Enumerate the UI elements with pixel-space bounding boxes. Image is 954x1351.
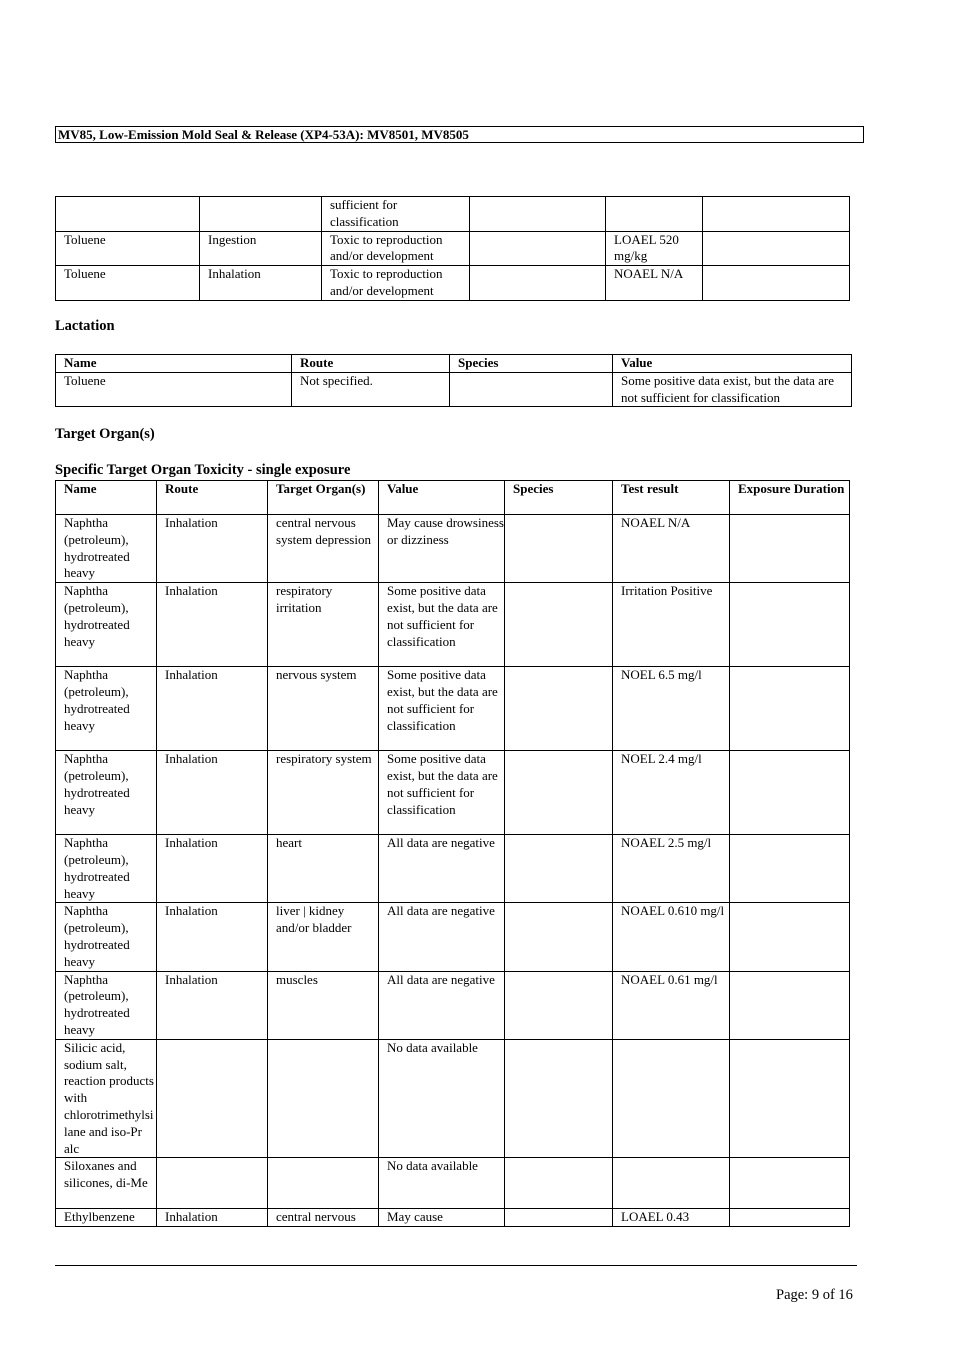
table-cell: LOAEL 520 mg/kg xyxy=(606,231,703,266)
table-cell xyxy=(730,515,850,583)
table-cell: Inhalation xyxy=(157,1209,268,1227)
table-cell xyxy=(505,971,613,1039)
table-cell xyxy=(730,971,850,1039)
table-cell xyxy=(613,1039,730,1158)
table-cell xyxy=(703,231,850,266)
table-cell: Irritation Positive xyxy=(613,583,730,667)
table-cell xyxy=(505,903,613,971)
table-cell xyxy=(730,1209,850,1227)
table-cell: Inhalation xyxy=(157,667,268,751)
table-cell: Some positive data exist, but the data are not sufficient for classification xyxy=(379,667,505,751)
column-header: Species xyxy=(450,355,613,373)
table-cell: muscles xyxy=(268,971,379,1039)
table-cell xyxy=(505,1039,613,1158)
table-cell: No data available xyxy=(379,1158,505,1209)
stot-single-exposure-table xyxy=(55,480,850,1227)
table-cell xyxy=(505,583,613,667)
table-cell: Inhalation xyxy=(157,515,268,583)
table-cell: NOEL 2.4 mg/l xyxy=(613,751,730,835)
table-cell: NOAEL N/A xyxy=(613,515,730,583)
column-header: Route xyxy=(157,481,268,515)
table-row xyxy=(56,1209,850,1227)
page-number: Page: 9 of 16 xyxy=(776,1287,853,1303)
table-row xyxy=(56,231,850,266)
table-row xyxy=(56,583,850,667)
table-cell xyxy=(200,197,322,232)
table-cell: Toxic to reproduction and/or development xyxy=(322,266,470,301)
table-cell: respiratory irritation xyxy=(268,583,379,667)
table-cell: Naphtha (petroleum), hydrotreated heavy xyxy=(56,583,157,667)
table-cell: NOAEL N/A xyxy=(606,266,703,301)
table-cell: Some positive data exist, but the data are not sufficient for classification xyxy=(379,751,505,835)
footer-divider xyxy=(55,1265,857,1266)
table-cell xyxy=(470,197,606,232)
table-cell: Silicic acid, sodium salt, reaction products with chlorotrimethylsilane and iso-Pr alc xyxy=(56,1039,157,1158)
table-row xyxy=(56,515,850,583)
table-cell: Inhalation xyxy=(157,751,268,835)
table-row xyxy=(56,197,850,232)
table-cell: Ingestion xyxy=(200,231,322,266)
table-cell xyxy=(505,751,613,835)
table-cell: LOAEL 0.43 xyxy=(613,1209,730,1227)
table-cell xyxy=(268,1039,379,1158)
table-cell xyxy=(730,751,850,835)
table-cell: All data are negative xyxy=(379,835,505,903)
document-title: MV85, Low-Emission Mold Seal & Release (XP4-53A): MV8501, MV8505 xyxy=(58,127,469,142)
table-cell xyxy=(157,1158,268,1209)
table-cell: No data available xyxy=(379,1039,505,1158)
table-row xyxy=(56,1158,850,1209)
table-row xyxy=(56,667,850,751)
document-header xyxy=(55,126,864,143)
table-cell: NOAEL 0.610 mg/l xyxy=(613,903,730,971)
table-cell: NOAEL 0.61 mg/l xyxy=(613,971,730,1039)
lactation-heading: Lactation xyxy=(55,318,115,334)
table-cell: Naphtha (petroleum), hydrotreated heavy xyxy=(56,903,157,971)
table-cell: Inhalation xyxy=(200,266,322,301)
table-cell: May cause xyxy=(379,1209,505,1227)
table-cell: nervous system xyxy=(268,667,379,751)
table-cell xyxy=(157,1039,268,1158)
table-cell xyxy=(268,1158,379,1209)
column-header: Exposure Duration xyxy=(730,481,850,515)
table-cell: Naphtha (petroleum), hydrotreated heavy xyxy=(56,515,157,583)
table-cell xyxy=(505,835,613,903)
table-row xyxy=(56,372,852,407)
table-cell: Ethylbenzene xyxy=(56,1209,157,1227)
table-cell xyxy=(606,197,703,232)
table-cell: liver | kidney and/or bladder xyxy=(268,903,379,971)
target-organs-heading: Target Organ(s) xyxy=(55,426,155,442)
table-cell: NOEL 6.5 mg/l xyxy=(613,667,730,751)
table-cell xyxy=(703,197,850,232)
column-header: Target Organ(s) xyxy=(268,481,379,515)
table-row xyxy=(56,1039,850,1158)
table-cell xyxy=(505,1158,613,1209)
table-row xyxy=(56,971,850,1039)
lactation-table xyxy=(55,354,852,407)
column-header: Value xyxy=(379,481,505,515)
table-cell: Naphtha (petroleum), hydrotreated heavy xyxy=(56,751,157,835)
table-cell: Toxic to reproduction and/or development xyxy=(322,231,470,266)
table-cell: Not specified. xyxy=(292,372,450,407)
table-cell: NOAEL 2.5 mg/l xyxy=(613,835,730,903)
table-cell: Naphtha (petroleum), hydrotreated heavy xyxy=(56,971,157,1039)
table-cell: Toluene xyxy=(56,231,200,266)
table-cell xyxy=(613,1158,730,1209)
table-cell: All data are negative xyxy=(379,971,505,1039)
table-cell xyxy=(730,667,850,751)
table-cell xyxy=(56,197,200,232)
table-cell: Toluene xyxy=(56,266,200,301)
table-row xyxy=(56,903,850,971)
table-cell: Siloxanes and silicones, di-Me xyxy=(56,1158,157,1209)
table-cell xyxy=(505,1209,613,1227)
table-cell xyxy=(730,1039,850,1158)
stot-single-heading: Specific Target Organ Toxicity - single exposure xyxy=(55,462,351,478)
table-cell: Naphtha (petroleum), hydrotreated heavy xyxy=(56,667,157,751)
table-row xyxy=(56,835,850,903)
table-cell xyxy=(450,372,613,407)
table-cell xyxy=(505,515,613,583)
column-header: Route xyxy=(292,355,450,373)
table-cell xyxy=(730,583,850,667)
table-cell: Some positive data exist, but the data are not sufficient for classification xyxy=(613,372,852,407)
table-cell xyxy=(470,231,606,266)
table-cell: All data are negative xyxy=(379,903,505,971)
table-cell: Toluene xyxy=(56,372,292,407)
table-cell: Some positive data exist, but the data are not sufficient for classification xyxy=(379,583,505,667)
table-cell xyxy=(730,1158,850,1209)
table-cell: central nervous xyxy=(268,1209,379,1227)
table-cell: Inhalation xyxy=(157,903,268,971)
table-cell: May cause drowsiness or dizziness xyxy=(379,515,505,583)
column-header: Species xyxy=(505,481,613,515)
table-row xyxy=(56,266,850,301)
column-header: Value xyxy=(613,355,852,373)
table-cell: heart xyxy=(268,835,379,903)
table-cell: Inhalation xyxy=(157,583,268,667)
column-header: Test result xyxy=(613,481,730,515)
table-cell xyxy=(730,903,850,971)
table-cell xyxy=(703,266,850,301)
table-cell: respiratory system xyxy=(268,751,379,835)
column-header: Name xyxy=(56,355,292,373)
table-cell: sufficient for classification xyxy=(322,197,470,232)
reproductive-toxicity-table-continued xyxy=(55,196,850,301)
table-cell xyxy=(505,667,613,751)
table-cell xyxy=(470,266,606,301)
table-cell xyxy=(730,835,850,903)
table-row xyxy=(56,751,850,835)
column-header: Name xyxy=(56,481,157,515)
table-cell: central nervous system depression xyxy=(268,515,379,583)
table-cell: Inhalation xyxy=(157,835,268,903)
table-cell: Inhalation xyxy=(157,971,268,1039)
table-cell: Naphtha (petroleum), hydrotreated heavy xyxy=(56,835,157,903)
